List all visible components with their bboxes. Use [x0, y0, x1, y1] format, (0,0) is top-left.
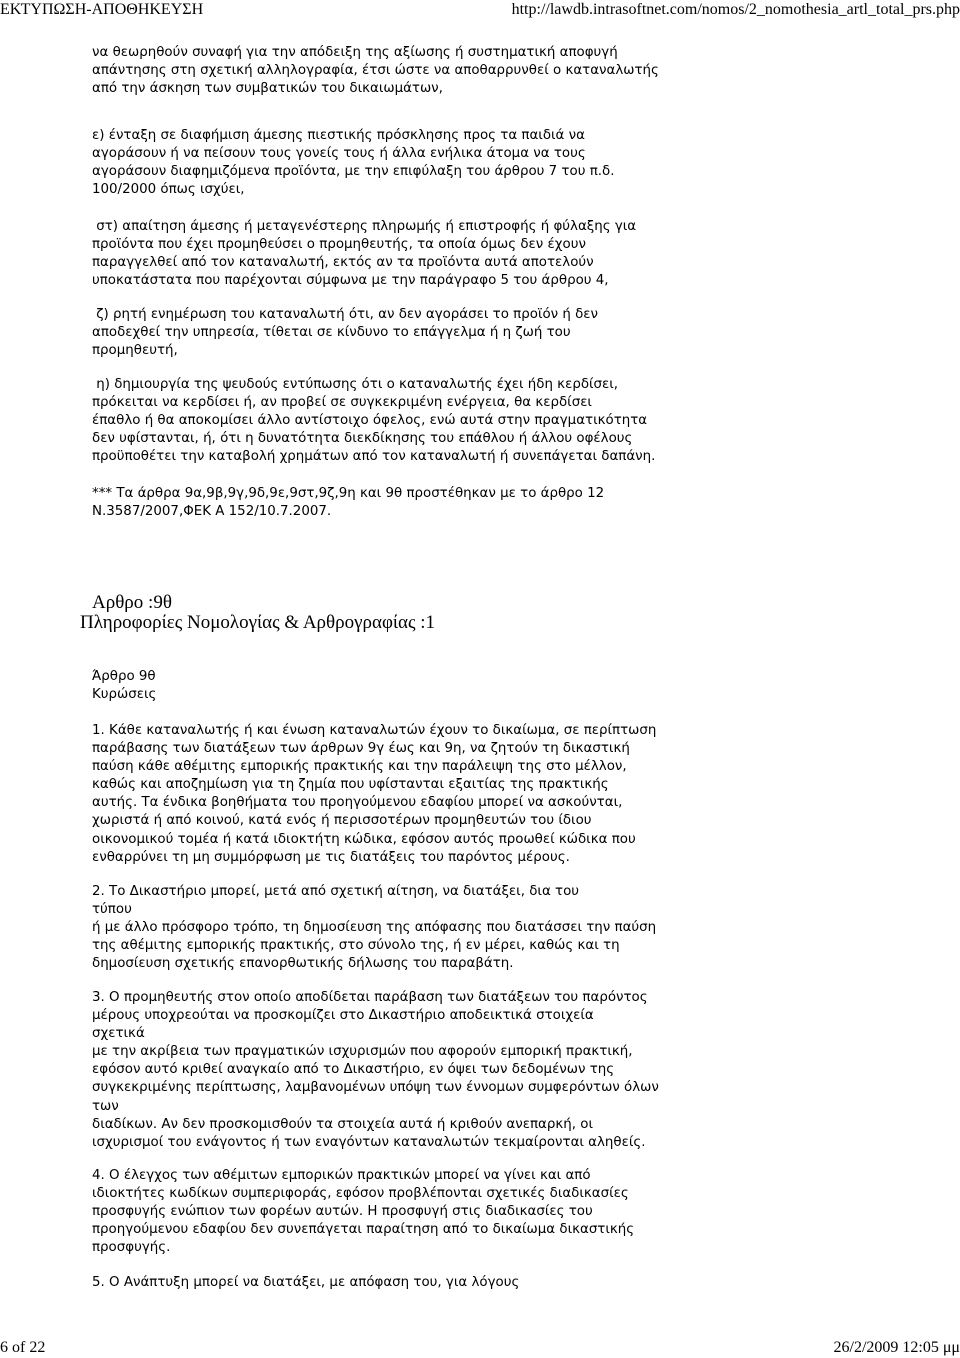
- text-line: παύση κάθε αθέμιτης εμπορικής πρακτικής και την παράλειψη της στο μέλλον,: [92, 759, 627, 775]
- text-line: 2. Το Δικαστήριο μπορεί, μετά από σχετική αίτηση, να διατάξει, δια του: [92, 884, 580, 899]
- text-line: τύπου: [92, 902, 132, 918]
- article-number-heading: Αρθρο :9θ: [92, 592, 172, 613]
- text-line: αυτής. Τα ένδικα βοηθήματα του προηγούμενου εδαφίου μπορεί να ασκούνται,: [92, 795, 623, 811]
- text-line: συγκεκριμένης περίπτωσης, λαμβανομένων υπόψη των έννομων συμφερόντων όλων: [92, 1080, 659, 1096]
- paragraph-2: [92, 883, 712, 973]
- text-line: υποκατάστατα που παρέχονται σύμφωνα με την παράγραφο 5 του άρθρου 4,: [92, 273, 609, 289]
- text-line: ή με άλλο πρόσφορο τρόπο, τη δημοσίευση της απόφασης που διατάσσει την παύση: [92, 920, 657, 936]
- text-line: απάντησης στη σχετική αλληλογραφία, έτσι ώστε να αποθαρρυνθεί ο καταναλωτής: [92, 63, 659, 79]
- amendment-note: [92, 485, 712, 521]
- text-line: προσφυγής ενώπιον των φορέων αυτών. Η προσφυγή στις διαδικασίες του: [92, 1204, 593, 1220]
- text-line: Κυρώσεις: [92, 687, 157, 703]
- article-info-heading: Πληροφορίες Νομολογίας & Αρθρογραφίας :1: [80, 612, 436, 633]
- page-counter: 6 of 22: [0, 1339, 46, 1356]
- text-line: πρόκειται να κερδίσει ή, αν προβεί σε συγκεκριμένη ενέργεια, θα κερδίσει: [92, 395, 592, 411]
- text-line: η) δημιουργία της ψευδούς εντύπωσης ότι ο καταναλωτής έχει ήδη κερδίσει,: [92, 377, 619, 392]
- text-line: εφόσον αυτό κριθεί αναγκαίο από το Δικαστήριο, εν όψει των δεδομένων της: [92, 1062, 615, 1078]
- paragraph-item-z: [92, 306, 712, 360]
- text-line: δημοσίευση σχετικής επανορθωτικής δήλωσης του παραβάτη.: [92, 956, 514, 972]
- text-line: Ν.3587/2007,ΦΕΚ Α 152/10.7.2007.: [92, 504, 332, 520]
- text-line: προμηθευτή,: [92, 343, 178, 359]
- page-url: http://lawdb.intrasoftnet.com/nomos/2_nomothesia_artl_total_prs.php: [511, 1, 960, 18]
- text-line: να θεωρηθούν συναφή για την απόδειξη της αξίωσης ή συστηματική αποφυγή: [92, 45, 618, 60]
- text-line: αποδεχθεί την υπηρεσία, τίθεται σε κίνδυνο το επάγγελμα ή η ζωή του: [92, 325, 571, 341]
- text-line: 1. Κάθε καταναλωτής ή και ένωση καταναλωτών έχουν το δικαίωμα, σε περίπτωση: [92, 723, 657, 738]
- text-line: αγοράσουν διαφημιζόμενα προϊόντα, με την επιφύλαξη του άρθρου 7 του π.δ.: [92, 164, 615, 180]
- paragraph-continuation: [92, 44, 712, 98]
- text-line: καθώς και αποζημίωση για τη ζημία που υφίστανται εξαιτίας της πρακτικής: [92, 777, 609, 793]
- text-line: παράβασης των διατάξεων των άρθρων 9γ έως και 9η, να ζητούν τη δικαστική: [92, 741, 630, 757]
- paragraph-item-st: [92, 218, 712, 290]
- text-line: 100/2000 όπως ισχύει,: [92, 182, 245, 198]
- text-line: παραγγελθεί από τον καταναλωτή, εκτός αν τα προϊόντα αυτά αποτελούν: [92, 255, 594, 271]
- paragraph-4: [92, 1167, 712, 1257]
- print-datetime: 26/2/2009 12:05 μμ: [833, 1339, 960, 1356]
- text-line: οικονομικού τομέα ή κατά ιδιοκτήτη κώδικα, εφόσον αυτός προωθεί κώδικα που: [92, 831, 636, 847]
- text-line: με την ακρίβεια των πραγματικών ισχυρισμών που αφορούν εμπορική πρακτική,: [92, 1044, 633, 1060]
- text-line: ιδιοκτήτες κωδίκων συμπεριφοράς, εφόσον προβλέπονται σχετικές διαδικασίες: [92, 1186, 629, 1202]
- text-line: προηγούμενου εδαφίου δεν συνεπάγεται παραίτηση από το δικαίωμα δικαστικής: [92, 1222, 635, 1238]
- text-line: των: [92, 1098, 119, 1114]
- text-line: στ) απαίτηση άμεσης ή μεταγενέστερης πληρωμής ή επιστροφής ή φύλαξης για: [92, 219, 637, 234]
- paragraph-1: [92, 722, 712, 867]
- text-line: προϊόντα που έχει προμηθεύσει ο προμηθευτής, τα οποία όμως δεν έχουν: [92, 237, 586, 253]
- text-line: της αθέμιτης εμπορικής πρακτικής, στο σύνολο της, ή εν μέρει, καθώς και τη: [92, 938, 620, 954]
- text-line: μέρους υποχρεούται να προσκομίζει στο Δικαστήριο αποδεικτικά στοιχεία: [92, 1008, 594, 1024]
- text-line: *** Τα άρθρα 9α,9β,9γ,9δ,9ε,9στ,9ζ,9η και 9θ προστέθηκαν με το άρθρο 12: [92, 486, 605, 501]
- text-line: διαδίκων. Αν δεν προσκομισθούν τα στοιχεία αυτά ή κριθούν ανεπαρκή, οι: [92, 1116, 593, 1132]
- paragraph-item-e: [92, 127, 712, 199]
- text-line: από την άσκηση των συμβατικών του δικαιωμάτων,: [92, 81, 443, 97]
- paragraph-item-i: [92, 376, 712, 466]
- text-line: ε) ένταξη σε διαφήμιση άμεσης πιεστικής πρόσκλησης προς τα παιδιά να: [92, 128, 585, 143]
- text-line: 3. Ο προμηθευτής στον οποίο αποδίδεται παράβαση των διατάξεων του παρόντος: [92, 990, 648, 1005]
- text-line: 5. Ο Ανάπτυξη μπορεί να διατάξει, με απόφαση του, για λόγους: [92, 1275, 520, 1290]
- text-line: χωριστά ή από κοινού, κατά ενός ή περισσοτέρων προμηθευτών του ίδιου: [92, 813, 592, 829]
- paragraph-3: [92, 989, 712, 1152]
- text-line: προσφυγής.: [92, 1240, 171, 1256]
- text-line: ζ) ρητή ενημέρωση του καταναλωτή ότι, αν δεν αγοράσει το προϊόν ή δεν: [92, 307, 599, 322]
- paragraph-5: [92, 1274, 712, 1292]
- text-line: 4. Ο έλεγχος των αθέμιτων εμπορικών πρακτικών μπορεί να γίνει και από: [92, 1168, 591, 1183]
- text-line: αγοράσουν ή να πείσουν τους γονείς τους ή άλλα ενήλικα άτομα να τους: [92, 146, 586, 162]
- text-line: σχετικά: [92, 1026, 145, 1042]
- text-line: δεν υφίστανται, ή, ότι η δυνατότητα διεκδίκησης του επάθλου ή άλλου οφέλους: [92, 431, 633, 447]
- text-line: Άρθρο 9θ: [92, 669, 156, 684]
- text-line: ισχυρισμοί του ενάγοντος ή των εναγόντων καταναλωτών τεκμαίρονται αληθείς.: [92, 1134, 646, 1150]
- print-save-title: ΕΚΤΥΠΩΣΗ-ΑΠΟΘΗΚΕΥΣΗ: [0, 1, 204, 18]
- text-line: έπαθλο ή θα αποκομίσει άλλο αντίστοιχο όφελος, ενώ αυτά στην πραγματικότητα: [92, 413, 648, 429]
- text-line: προϋποθέτει την καταβολή χρημάτων από τον καταναλωτή ή συνεπάγεται δαπάνη.: [92, 449, 656, 465]
- text-line: ενθαρρύνει τη μη συμμόρφωση με τις διατάξεις του παρόντος μέρους.: [92, 849, 570, 865]
- article-title: [92, 668, 712, 704]
